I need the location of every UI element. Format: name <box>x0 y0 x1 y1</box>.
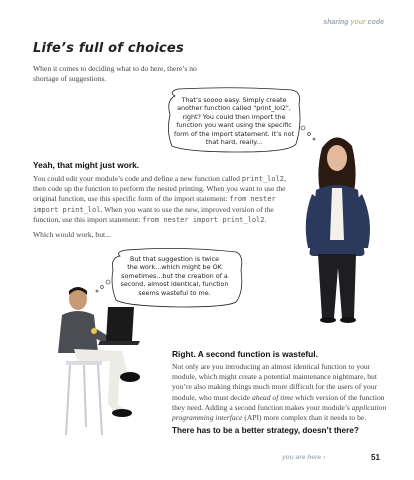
page-number: 51 <box>371 453 380 462</box>
chevron-right-icon: › <box>323 454 326 461</box>
running-header: sharing your code <box>323 19 384 26</box>
body-paragraph: Which would work, but... <box>33 230 111 239</box>
man-photo <box>48 285 163 440</box>
page-title: Life’s full of choices <box>33 41 184 56</box>
footer-label: you are here › <box>282 454 326 461</box>
section-heading: Right. A second function is wasteful. <box>172 349 318 359</box>
bubble-woman-text: That’s soooo easy. Simply create another function called "print_lol2", right? You could then import the function you want using the specific form of the import statement. It’s not that hard, really... <box>174 96 294 147</box>
inline-code: from nester import print_lol <box>33 195 276 214</box>
body-paragraph: You could edit your module’s code and define a new function called print_lol2, then code up the function to perform the nested printing. When you want to use the original function, use this specific form of the import statement: from nester import print_lol. When you want to use the new, improved version of the function, use this import statement: from nester import print_lol2. <box>33 174 286 224</box>
inline-code: from nester import print_lol2 <box>142 215 265 224</box>
intro-paragraph: When it comes to deciding what to do here, there’s no shortage of suggestions. <box>33 64 197 84</box>
body-paragraph: Not only are you introducing an almost identical function to your module, which might create a potential maintenance nightmare, but you’re also making things much more difficult for the users of your module, who must decide ahead of time which version of the function they need. Adding a second function makes your module’s application programming interface (API) more complex than it needs to be. <box>172 362 387 423</box>
section-heading: Yeah, that might just work. <box>33 160 140 170</box>
thought-dot <box>106 280 110 284</box>
closing-question: There has to be a better strategy, doesn’t there? <box>172 426 359 435</box>
inline-code: print_lol2 <box>241 175 285 183</box>
woman-photo <box>292 130 382 335</box>
bubble-man-text: But that suggestion is twice the work...which might be OK sometimes...but the creation of a second, almost identical, function seems wasteful to me. <box>120 255 229 297</box>
